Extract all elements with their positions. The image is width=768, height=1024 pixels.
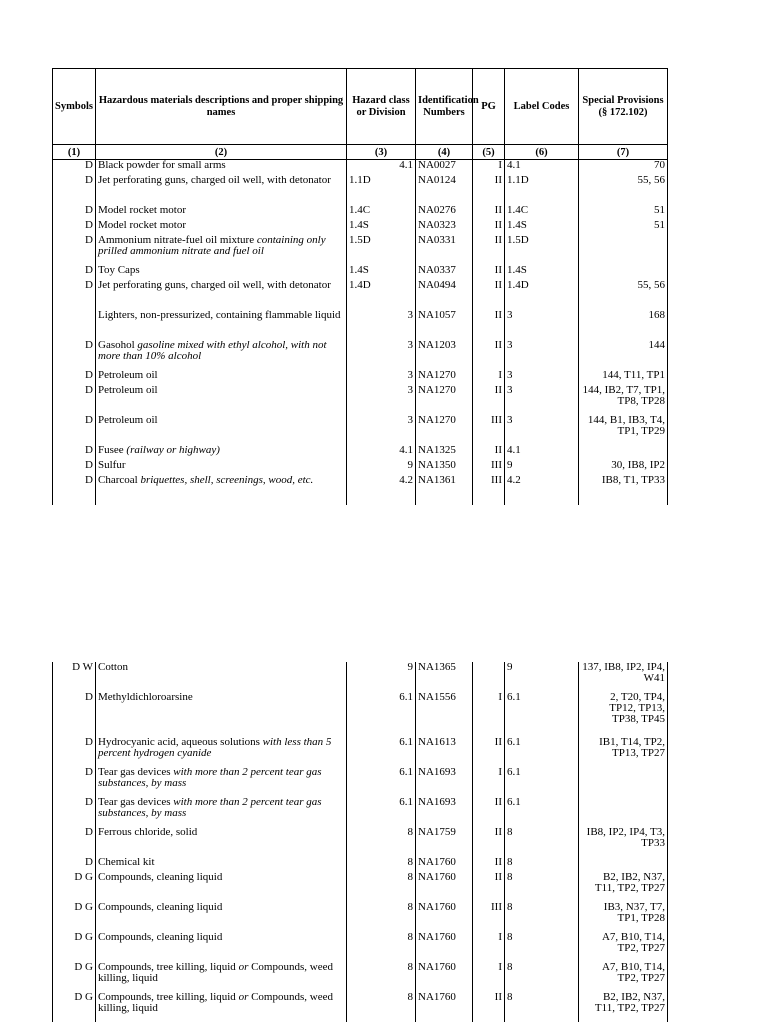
table-row — [53, 902, 668, 932]
description-cell — [96, 857, 347, 872]
symbol-cell: D — [53, 460, 96, 475]
description-text: Compounds, tree killing, liquid — [98, 961, 239, 973]
symbol-cell: D — [53, 692, 96, 737]
hazard-class-cell: 6.1 — [347, 692, 416, 737]
hazard-class-cell: 6.1 — [347, 767, 416, 797]
symbol-cell: D G — [53, 992, 96, 1022]
id-number-cell: NA1760 — [416, 857, 473, 872]
description-text: Sulfur — [98, 458, 126, 471]
symbol-cell: D — [53, 737, 96, 767]
hazard-class-cell: 4.1 — [347, 160, 416, 175]
symbol-cell: D — [53, 767, 96, 797]
col-num-3: (3) — [347, 145, 416, 160]
label-code-cell: 3 — [505, 385, 579, 415]
hazard-class-cell: 1.4C — [347, 205, 416, 220]
id-number-cell: NA0027 — [416, 160, 473, 175]
id-number-cell: NA1350 — [416, 460, 473, 475]
id-number-cell: NA1613 — [416, 737, 473, 767]
special-provisions-cell: 137, IB8, IP2, IP4, W41 — [579, 662, 668, 692]
description-text: Cotton — [98, 661, 128, 673]
hazard-class-cell: 8 — [347, 857, 416, 872]
label-code-cell: 8 — [505, 962, 579, 992]
hazard-class-cell: 4.2 — [347, 475, 416, 490]
pg-cell: III — [473, 415, 505, 445]
pg-cell: II — [473, 872, 505, 902]
table-row — [53, 445, 668, 460]
pg-cell: III — [473, 902, 505, 932]
description-cell — [96, 235, 347, 265]
special-provisions-cell — [579, 265, 668, 280]
label-code-cell: 1.4S — [505, 220, 579, 235]
table-row — [53, 415, 668, 445]
special-provisions-cell: B2, IB2, N37, T11, TP2, TP27 — [579, 872, 668, 902]
hazard-class-cell: 8 — [347, 827, 416, 857]
symbol-cell: D — [53, 220, 96, 235]
description-cell — [96, 475, 347, 490]
pg-cell — [473, 662, 505, 692]
description-text: Hydrocyanic acid, aqueous solutions — [98, 736, 263, 748]
special-provisions-cell: 168 — [579, 310, 668, 340]
symbol-cell: D — [53, 340, 96, 370]
description-cell — [96, 445, 347, 460]
symbol-cell: D — [53, 205, 96, 220]
special-provisions-cell — [579, 857, 668, 872]
special-provisions-cell: 144, T11, TP1 — [579, 370, 668, 385]
header-symbols: Symbols — [53, 69, 96, 145]
spacer-cell — [505, 490, 579, 505]
description-text: Model rocket motor — [98, 218, 186, 231]
symbol-cell: D — [53, 415, 96, 445]
spacer-cell — [579, 490, 668, 505]
symbol-cell: D W — [53, 662, 96, 692]
description-text: Chemical kit — [98, 856, 155, 868]
label-code-cell: 1.1D — [505, 175, 579, 205]
pg-cell: II — [473, 175, 505, 205]
label-code-cell: 6.1 — [505, 767, 579, 797]
symbol-cell: D — [53, 265, 96, 280]
table-row — [53, 857, 668, 872]
description-text: Tear gas devices — [98, 766, 174, 778]
hazard-class-cell: 1.4D — [347, 280, 416, 310]
label-code-cell: 4.1 — [505, 445, 579, 460]
hazmat-table-bottom — [52, 662, 668, 1022]
special-provisions-cell — [579, 235, 668, 265]
description-cell — [96, 992, 347, 1022]
special-provisions-cell: 51 — [579, 205, 668, 220]
description-text: Methyldichloroarsine — [98, 691, 193, 703]
special-provisions-cell: 55, 56 — [579, 175, 668, 205]
table-row — [53, 662, 668, 692]
description-cell — [96, 662, 347, 692]
id-number-cell: NA1760 — [416, 962, 473, 992]
description-italic: with more than 2 percent tear gas substances, by mass — [98, 796, 322, 819]
table-row — [53, 205, 668, 220]
symbol-cell: D G — [53, 872, 96, 902]
label-code-cell: 3 — [505, 310, 579, 340]
description-text: Compounds, cleaning liquid — [98, 931, 223, 943]
symbol-cell: D — [53, 370, 96, 385]
hazard-class-cell: 4.1 — [347, 445, 416, 460]
description-text: Black powder for small arms — [98, 159, 226, 171]
pg-cell: II — [473, 220, 505, 235]
special-provisions-cell — [579, 767, 668, 797]
hazard-class-cell: 8 — [347, 872, 416, 902]
hazard-class-cell: 6.1 — [347, 737, 416, 767]
description-text: Compounds, cleaning liquid — [98, 901, 223, 913]
description-cell — [96, 827, 347, 857]
id-number-cell: NA1270 — [416, 370, 473, 385]
pg-cell: I — [473, 160, 505, 175]
id-number-cell: NA1365 — [416, 662, 473, 692]
label-code-cell: 3 — [505, 340, 579, 370]
id-number-cell: NA1270 — [416, 415, 473, 445]
hazard-class-cell: 3 — [347, 340, 416, 370]
id-number-cell: NA0323 — [416, 220, 473, 235]
description-text: Ammonium nitrate-fuel oil mixture — [98, 233, 257, 246]
label-code-cell: 4.1 — [505, 160, 579, 175]
pg-cell: II — [473, 385, 505, 415]
label-code-cell: 9 — [505, 662, 579, 692]
label-code-cell: 8 — [505, 827, 579, 857]
special-provisions-cell: 51 — [579, 220, 668, 235]
description-text: Compounds, tree killing, liquid — [98, 991, 239, 1003]
spacer-cell — [347, 490, 416, 505]
label-code-cell: 8 — [505, 992, 579, 1022]
description-cell — [96, 280, 347, 310]
pg-cell: II — [473, 235, 505, 265]
special-provisions-cell: IB1, T14, TP2, TP13, TP27 — [579, 737, 668, 767]
table-row — [53, 962, 668, 992]
description-text: Petroleum oil — [98, 383, 158, 396]
pg-cell: II — [473, 340, 505, 370]
symbol-cell: D — [53, 797, 96, 827]
hazard-class-cell: 8 — [347, 962, 416, 992]
spacer-cell — [53, 490, 96, 505]
label-code-cell: 8 — [505, 857, 579, 872]
special-provisions-cell: IB8, T1, TP33 — [579, 475, 668, 490]
table-row — [53, 280, 668, 310]
description-cell — [96, 220, 347, 235]
hazard-class-cell: 8 — [347, 932, 416, 962]
header-hazard-class: Hazard class or Division — [347, 69, 416, 145]
special-provisions-cell: 70 — [579, 160, 668, 175]
hazard-class-cell: 9 — [347, 662, 416, 692]
symbol-cell: D — [53, 857, 96, 872]
table-row — [53, 692, 668, 737]
description-cell — [96, 797, 347, 827]
table-row — [53, 872, 668, 902]
description-italic: gasoline mixed with ethyl alcohol, with not more than 10% alcohol — [98, 338, 327, 362]
description-italic: (railway or highway) — [126, 443, 220, 456]
table-row — [53, 475, 668, 490]
id-number-cell: NA0494 — [416, 280, 473, 310]
description-italic: or — [238, 961, 249, 973]
pg-cell: II — [473, 265, 505, 280]
table-body-top — [53, 160, 668, 505]
id-number-cell: NA1556 — [416, 692, 473, 737]
symbol-cell: D — [53, 445, 96, 460]
pg-cell: I — [473, 767, 505, 797]
id-number-cell: NA1760 — [416, 872, 473, 902]
description-cell — [96, 872, 347, 902]
table-row — [53, 460, 668, 475]
description-cell — [96, 205, 347, 220]
description-text: Compounds, cleaning liquid — [98, 871, 223, 883]
description-cell — [96, 340, 347, 370]
symbol-cell: D — [53, 160, 96, 175]
pg-cell: II — [473, 797, 505, 827]
table-row — [53, 370, 668, 385]
label-code-cell: 8 — [505, 932, 579, 962]
label-code-cell: 9 — [505, 460, 579, 475]
description-cell — [96, 737, 347, 767]
id-number-cell: NA1760 — [416, 992, 473, 1022]
symbol-cell: D G — [53, 932, 96, 962]
description-cell — [96, 932, 347, 962]
symbol-cell: D — [53, 175, 96, 205]
special-provisions-cell: 144 — [579, 340, 668, 370]
special-provisions-cell: 55, 56 — [579, 280, 668, 310]
header-special-provisions: Special Provisions (§ 172.102) — [579, 69, 668, 145]
pg-cell: II — [473, 857, 505, 872]
description-text: Petroleum oil — [98, 413, 158, 426]
id-number-cell: NA1203 — [416, 340, 473, 370]
id-number-cell: NA1057 — [416, 310, 473, 340]
pg-cell: III — [473, 460, 505, 475]
special-provisions-cell: 144, IB2, T7, TP1, TP8, TP28 — [579, 385, 668, 415]
label-code-cell: 1.4C — [505, 205, 579, 220]
pg-cell: I — [473, 932, 505, 962]
symbol-cell: D — [53, 385, 96, 415]
description-cell — [96, 175, 347, 205]
description-italic: briquettes, shell, screenings, wood, etc. — [140, 473, 314, 486]
label-code-cell: 8 — [505, 902, 579, 932]
description-cell — [96, 265, 347, 280]
hazard-class-cell: 3 — [347, 385, 416, 415]
spacer-cell — [416, 490, 473, 505]
table-row — [53, 385, 668, 415]
symbol-cell — [53, 310, 96, 340]
header-id-numbers: Identification Numbers — [416, 69, 473, 145]
description-cell — [96, 692, 347, 737]
spacer-cell — [96, 490, 347, 505]
header-description: Hazardous materials descriptions and proper shipping names — [96, 69, 347, 145]
col-num-5: (5) — [473, 145, 505, 160]
description-cell — [96, 962, 347, 992]
description-text: Charcoal — [98, 473, 141, 486]
table-row — [53, 160, 668, 175]
description-text: Gasohol — [98, 338, 138, 351]
hazard-class-cell: 3 — [347, 310, 416, 340]
symbol-cell: D G — [53, 902, 96, 932]
col-num-6: (6) — [505, 145, 579, 160]
id-number-cell: NA1270 — [416, 385, 473, 415]
table-row — [53, 265, 668, 280]
hazard-class-cell: 1.5D — [347, 235, 416, 265]
id-number-cell: NA1759 — [416, 827, 473, 857]
special-provisions-cell: 30, IB8, IP2 — [579, 460, 668, 475]
hazard-class-cell: 1.4S — [347, 220, 416, 235]
pg-cell: II — [473, 205, 505, 220]
pg-cell: II — [473, 992, 505, 1022]
description-cell — [96, 370, 347, 385]
special-provisions-cell — [579, 797, 668, 827]
hazard-class-cell: 8 — [347, 902, 416, 932]
special-provisions-cell: A7, B10, T14, TP2, TP27 — [579, 962, 668, 992]
col-num-2: (2) — [96, 145, 347, 160]
spacer-row — [53, 490, 668, 505]
label-code-cell: 3 — [505, 370, 579, 385]
pg-cell: I — [473, 692, 505, 737]
label-code-cell: 6.1 — [505, 692, 579, 737]
id-number-cell: NA1760 — [416, 932, 473, 962]
hazard-class-cell: 3 — [347, 415, 416, 445]
table-row — [53, 220, 668, 235]
description-tail: Compounds, weed killing, liquid — [98, 991, 333, 1014]
pg-cell: II — [473, 310, 505, 340]
id-number-cell: NA1361 — [416, 475, 473, 490]
col-num-4: (4) — [416, 145, 473, 160]
id-number-cell: NA0276 — [416, 205, 473, 220]
col-num-7: (7) — [579, 145, 668, 160]
pg-cell: II — [473, 280, 505, 310]
table-row — [53, 310, 668, 340]
label-code-cell: 6.1 — [505, 797, 579, 827]
description-text: Jet perforating guns, charged oil well, with detonator — [98, 173, 331, 186]
description-cell — [96, 415, 347, 445]
description-text: Toy Caps — [98, 263, 140, 276]
table-row — [53, 932, 668, 962]
description-italic: containing only prilled ammonium nitrate and fuel oil — [98, 233, 326, 257]
table-row — [53, 827, 668, 857]
pg-cell: II — [473, 445, 505, 460]
description-cell — [96, 767, 347, 797]
description-cell — [96, 310, 347, 340]
description-text: Tear gas devices — [98, 796, 174, 808]
header-label-codes: Label Codes — [505, 69, 579, 145]
hazard-class-cell: 9 — [347, 460, 416, 475]
id-number-cell: NA1693 — [416, 797, 473, 827]
hazard-class-cell: 6.1 — [347, 797, 416, 827]
id-number-cell: NA0124 — [416, 175, 473, 205]
special-provisions-cell: 144, B1, IB3, T4, TP1, TP29 — [579, 415, 668, 445]
hazard-class-cell: 1.4S — [347, 265, 416, 280]
special-provisions-cell: IB3, N37, T7, TP1, TP28 — [579, 902, 668, 932]
spacer-cell — [473, 490, 505, 505]
label-code-cell: 1.4D — [505, 280, 579, 310]
pg-cell: II — [473, 737, 505, 767]
description-tail: Compounds, weed killing, liquid — [98, 961, 333, 984]
hazmat-table-top — [52, 68, 668, 505]
table-row — [53, 767, 668, 797]
label-code-cell: 8 — [505, 872, 579, 902]
special-provisions-cell: IB8, IP2, IP4, T3, TP33 — [579, 827, 668, 857]
description-text: Fusee — [98, 443, 127, 456]
label-code-cell: 3 — [505, 415, 579, 445]
description-text: Model rocket motor — [98, 203, 186, 216]
id-number-cell: NA0337 — [416, 265, 473, 280]
table-row — [53, 235, 668, 265]
table-row — [53, 737, 668, 767]
label-code-cell: 1.5D — [505, 235, 579, 265]
id-number-cell: NA1760 — [416, 902, 473, 932]
description-text: Ferrous chloride, solid — [98, 826, 198, 838]
pg-cell: III — [473, 475, 505, 490]
description-cell — [96, 902, 347, 932]
table-row — [53, 797, 668, 827]
col-num-1: (1) — [53, 145, 96, 160]
special-provisions-cell — [579, 445, 668, 460]
hazard-class-cell: 3 — [347, 370, 416, 385]
symbol-cell: D — [53, 475, 96, 490]
hazard-class-cell: 1.1D — [347, 175, 416, 205]
id-number-cell: NA1693 — [416, 767, 473, 797]
id-number-cell: NA1325 — [416, 445, 473, 460]
description-text: Jet perforating guns, charged oil well, with detonator — [98, 278, 331, 291]
symbol-cell: D — [53, 827, 96, 857]
special-provisions-cell: A7, B10, T14, TP2, TP27 — [579, 932, 668, 962]
id-number-cell: NA0331 — [416, 235, 473, 265]
table-row — [53, 992, 668, 1022]
description-text: Petroleum oil — [98, 368, 158, 381]
special-provisions-cell: 2, T20, TP4, TP12, TP13, TP38, TP45 — [579, 692, 668, 737]
pg-cell: II — [473, 827, 505, 857]
symbol-cell: D — [53, 280, 96, 310]
hazard-class-cell: 8 — [347, 992, 416, 1022]
table-row — [53, 175, 668, 205]
header-pg: PG — [473, 69, 505, 145]
pg-cell: I — [473, 962, 505, 992]
description-cell — [96, 385, 347, 415]
symbol-cell: D G — [53, 962, 96, 992]
description-text: Lighters, non-pressurized, containing flammable liquid — [98, 308, 341, 321]
symbol-cell: D — [53, 235, 96, 265]
label-code-cell: 1.4S — [505, 265, 579, 280]
table-body-bottom — [53, 662, 668, 1022]
description-italic: or — [238, 991, 249, 1003]
pg-cell: I — [473, 370, 505, 385]
special-provisions-cell: B2, IB2, N37, T11, TP2, TP27 — [579, 992, 668, 1022]
label-code-cell: 4.2 — [505, 475, 579, 490]
description-italic: with more than 2 percent tear gas substances, by mass — [98, 766, 322, 789]
description-cell — [96, 460, 347, 475]
label-code-cell: 6.1 — [505, 737, 579, 767]
description-italic: with less than 5 percent hydrogen cyanide — [98, 736, 332, 759]
description-cell — [96, 160, 347, 175]
table-row — [53, 340, 668, 370]
